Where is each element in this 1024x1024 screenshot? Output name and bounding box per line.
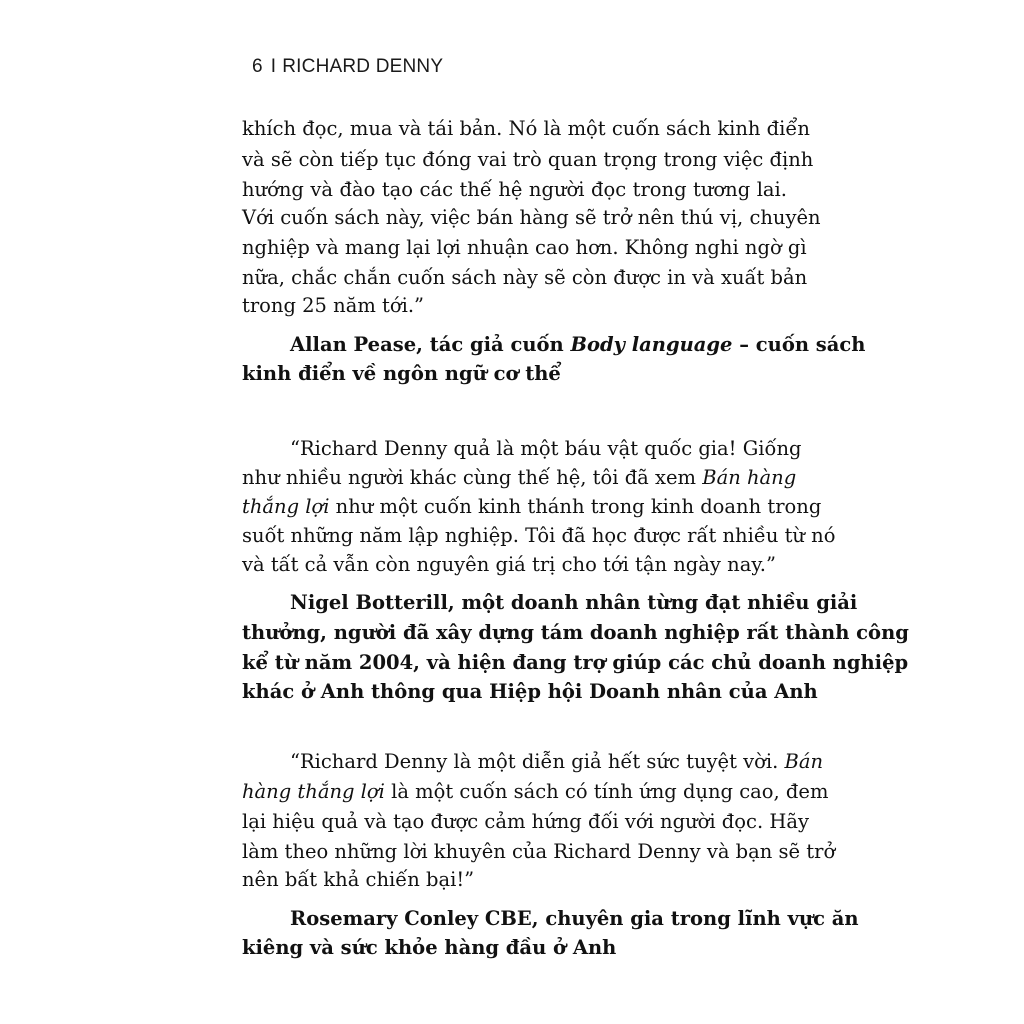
header-author: RICHARD DENNY — [282, 56, 444, 77]
page-number: 6 — [252, 56, 263, 77]
quote2-attribution-line: thưởng, người đã xây dựng tám doanh nghiệp rất thành công — [242, 621, 909, 644]
quote1-line: và sẽ còn tiếp tục đóng vai trò quan trọng trong việc định — [242, 148, 814, 171]
quote3-line: lại hiệu quả và tạo được cảm hứng đối với người đọc. Hãy — [242, 810, 809, 833]
quote2-attribution-line: kể từ năm 2004, và hiện đang trợ giúp các chủ doanh nghiệp — [242, 651, 909, 674]
quote3-attribution-line: Rosemary Conley CBE, chuyên gia trong lĩnh vực ăn — [290, 907, 859, 930]
quote1-attribution-line: kinh điển về ngôn ngữ cơ thể — [242, 362, 561, 385]
quote1-line: Với cuốn sách này, việc bán hàng sẽ trở nên thú vị, chuyên — [242, 206, 821, 229]
quote1-line: hướng và đào tạo các thế hệ người đọc trong tương lai. — [242, 178, 787, 201]
quote2-line: suốt những năm lập nghiệp. Tôi đã học được rất nhiều từ nó — [242, 524, 836, 547]
quote2-line: thắng lợi như một cuốn kinh thánh trong kinh doanh trong — [242, 495, 822, 518]
quote2-line: “Richard Denny quả là một báu vật quốc gia! Giống — [290, 437, 802, 460]
quote3-line: “Richard Denny là một diễn giả hết sức tuyệt vời. Bán — [290, 750, 824, 773]
quote2-line: như nhiều người khác cùng thế hệ, tôi đã xem Bán hàng — [242, 466, 797, 489]
quote1-line: khích đọc, mua và tái bản. Nó là một cuốn sách kinh điển — [242, 117, 810, 140]
running-header — [252, 56, 443, 78]
quote1-line: nữa, chắc chắn cuốn sách này sẽ còn được in và xuất bản — [242, 266, 808, 289]
quote3-line: làm theo những lời khuyên của Richard Denny và bạn sẽ trở — [242, 840, 836, 863]
quote2-attribution-line: khác ở Anh thông qua Hiệp hội Doanh nhân của Anh — [242, 680, 818, 703]
quote1-line: nghiệp và mang lại lợi nhuận cao hơn. Không nghi ngờ gì — [242, 236, 807, 259]
quote2-line: và tất cả vẫn còn nguyên giá trị cho tới tận ngày nay.” — [242, 553, 776, 576]
header-separator: I — [270, 56, 277, 77]
quote2-attribution-line: Nigel Botterill, một doanh nhân từng đạt nhiều giải — [290, 591, 858, 614]
quote3-line: nên bất khả chiến bại!” — [242, 868, 475, 891]
quote3-attribution-line: kiêng và sức khỏe hàng đầu ở Anh — [242, 936, 617, 959]
quote3-line: hàng thắng lợi là một cuốn sách có tính ứng dụng cao, đem — [242, 780, 829, 803]
quote1-line: trong 25 năm tới.” — [242, 294, 425, 317]
quote1-attribution-line: Allan Pease, tác giả cuốn Body language – cuốn sách — [290, 333, 866, 356]
